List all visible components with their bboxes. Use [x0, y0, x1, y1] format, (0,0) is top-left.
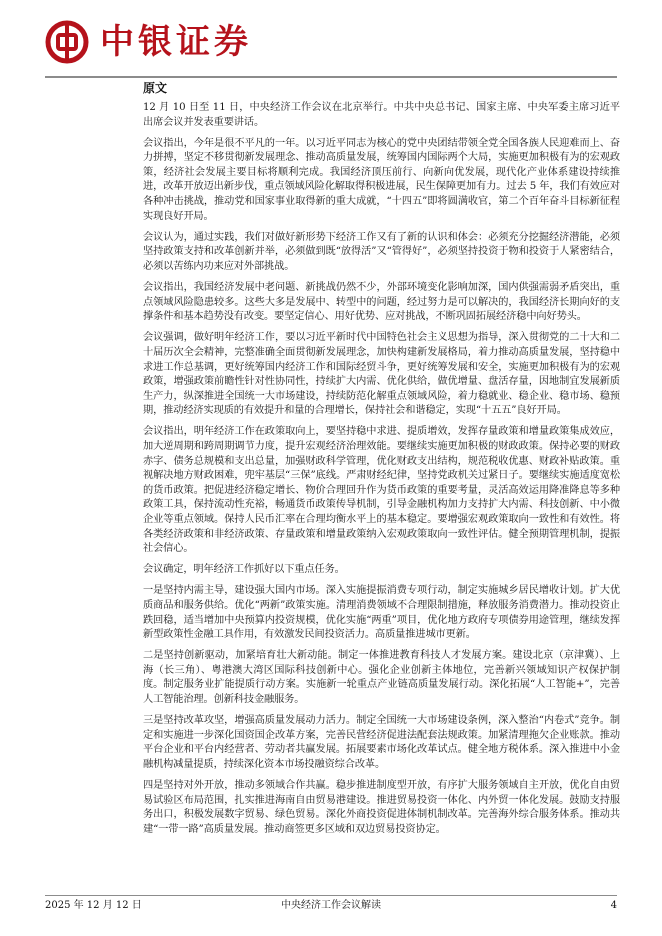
paragraph: 会议指出，明年经济工作在政策取向上，要坚持稳中求进、提质增效，发挥存量政策和增量政策集成效应，加大逆周期和跨周期调节力度，提升宏观经济治理效能。要继续实施更加积极的财政政策。保持必要的财政赤字、债务总规模和支出总量，加强财政科学管理，优化财政支出结构，规范税收优惠、财政补贴政策。重视解决地方财政困难，兜牢基层“三保”底线。严肃财经纪律，坚持党政机关过紧日子。要继续实施适度宽松的货币政策。把促进经济稳定增长、物价合理回升作为货币政策的重要考量，灵活高效运用降准降息等多种政策工具，保持流动性充裕，畅通货币政策传导机制，引导金融机构加力支持扩大内需、科技创新、中小微企业等重点领域。保持人民币汇率在合理均衡水平上的基本稳定。要增强宏观政策取向一致性和有效性。将各类经济政策和非经济政策、存量政策和增量政策纳入宏观政策取向一致性评估。健全预期管理机制，提振社会信心。: [143, 426, 620, 555]
document-body: [143, 101, 620, 844]
footer-report-title: 中央经济工作会议解读: [281, 900, 381, 911]
page-header: [0, 0, 662, 78]
header-divider: [45, 76, 617, 78]
paragraph: 四是坚持对外开放，推动多领域合作共赢。稳步推进制度型开放，有序扩大服务领域自主开放，优化自由贸易试验区布局范围，扎实推进海南自由贸易港建设。推进贸易投资一体化、内外贸一体化发展。鼓励支持服务出口，积极发展数字贸易、绿色贸易。深化外商投资促进体制机制改革。完善海外综合服务体系。推动共建“一带一路”高质量发展。推动商签更多区域和双边贸易投资协定。: [143, 779, 620, 835]
bank-of-china-logo-icon: [45, 20, 89, 64]
paragraph: 会议确定，明年经济工作抓好以下重点任务。: [143, 564, 345, 576]
paragraph: 会议指出，我国经济发展中老问题、新挑战仍然不少，外部环境变化影响加深，国内供强需弱矛盾突出，重点领域风险隐患较多。这些大多是发展中、转型中的问题，经过努力是可以解决的，我国经济长期向好的支撑条件和基本趋势没有改变。要坚定信心、用好优势、应对挑战，不断巩固拓展经济稳中向好势头。: [143, 282, 620, 323]
paragraph: 12 月 10 日至 11 日，中央经济工作会议在北京举行。中共中央总书记、国家主席、中央军委主席习近平出席会议并发表重要讲话。: [143, 102, 620, 128]
page-number: 4: [610, 900, 617, 911]
paragraph: 一是坚持内需主导，建设强大国内市场。深入实施提振消费专项行动，制定实施城乡居民增收计划。扩大优质商品和服务供给。优化“两新”政策实施。清理消费领域不合理限制措施，释放服务消费潜力。推动投资止跌回稳，适当增加中央预算内投资规模，优化实施“两重”项目，优化地方政府专项债券用途管理，继续发挥新型政策性金融工具作用，有效激发民间投资活力。高质量推进城市更新。: [143, 585, 620, 641]
brand-name: 中银证券: [100, 22, 252, 62]
footer-date: 2025 年 12 月 12 日: [45, 900, 142, 911]
paragraph: 三是坚持改革攻坚，增强高质量发展动力活力。制定全国统一大市场建设条例，深入整治“内卷式”竞争。制定和实施进一步深化国资国企改革方案，完善民营经济促进法配套法规政策。加紧清理拖欠企业账款。推动平台企业和平台内经营者、劳动者共赢发展。拓展要素市场化改革试点。健全地方税体系。深入推进中小金融机构减量提质，持续深化资本市场投融资综合改革。: [143, 715, 620, 770]
footer-divider: [45, 895, 617, 896]
paragraph: 会议指出，今年是很不平凡的一年。以习近平同志为核心的党中央团结带领全党全国各族人民迎难而上、奋力拼搏，坚定不移贯彻新发展理念、推动高质量发展，统筹国内国际两个大局，实施更加积极有为的宏观政策，经济社会发展主要目标将顺利完成。我国经济顶压前行、向新向优发展，现代化产业体系建设持续推进，改革开放迈出新步伐，重点领域风险化解取得积极进展，民生保障更加有力。过去 5 年，我们有效应对各种冲击挑战，推动党和国家事业取得新的重大成就，“十四五”即将圆满收官，第二个百年奋斗目标新征程实现良好开局。: [143, 137, 620, 222]
paragraph: 会议认为，通过实践，我们对做好新形势下经济工作又有了新的认识和体会：必须充分挖掘经济潜能，必须坚持政策支持和改革创新并举，必须做到既“放得活”又“管得好”，必须坚持投资于物和投资于人紧密结合，必须以苦练内功来应对外部挑战。: [143, 231, 620, 272]
section-title: 原文: [143, 81, 168, 95]
paragraph: 二是坚持创新驱动，加紧培育壮大新动能。制定一体推进教育科技人才发展方案。建设北京（京津冀）、上海（长三角）、粤港澳大湾区国际科技创新中心。强化企业创新主体地位，完善新兴领域知识产权保护制度。制定服务业扩能提质行动方案。实施新一轮重点产业链高质量发展行动。深化拓展“人工智能+”，完善人工智能治理。创新科技金融服务。: [143, 650, 620, 705]
paragraph: 会议强调，做好明年经济工作，要以习近平新时代中国特色社会主义思想为指导，深入贯彻党的二十大和二十届历次全会精神，完整准确全面贯彻新发展理念，加快构建新发展格局，着力推动高质量发展，坚持稳中求进工作总基调，更好统筹国内经济工作和国际经贸斗争，更好统筹发展和安全，实施更加积极有为的宏观政策，增强政策前瞻性针对性协同性，持续扩大内需、优化供给，做优增量、盘活存量，因地制宜发展新质生产力，纵深推进全国统一大市场建设，持续防范化解重点领域风险，着力稳就业、稳企业、稳市场、稳预期，推动经济实现质的有效提升和量的合理增长，保持社会和谐稳定，实现“十五五”良好开局。: [143, 332, 620, 417]
